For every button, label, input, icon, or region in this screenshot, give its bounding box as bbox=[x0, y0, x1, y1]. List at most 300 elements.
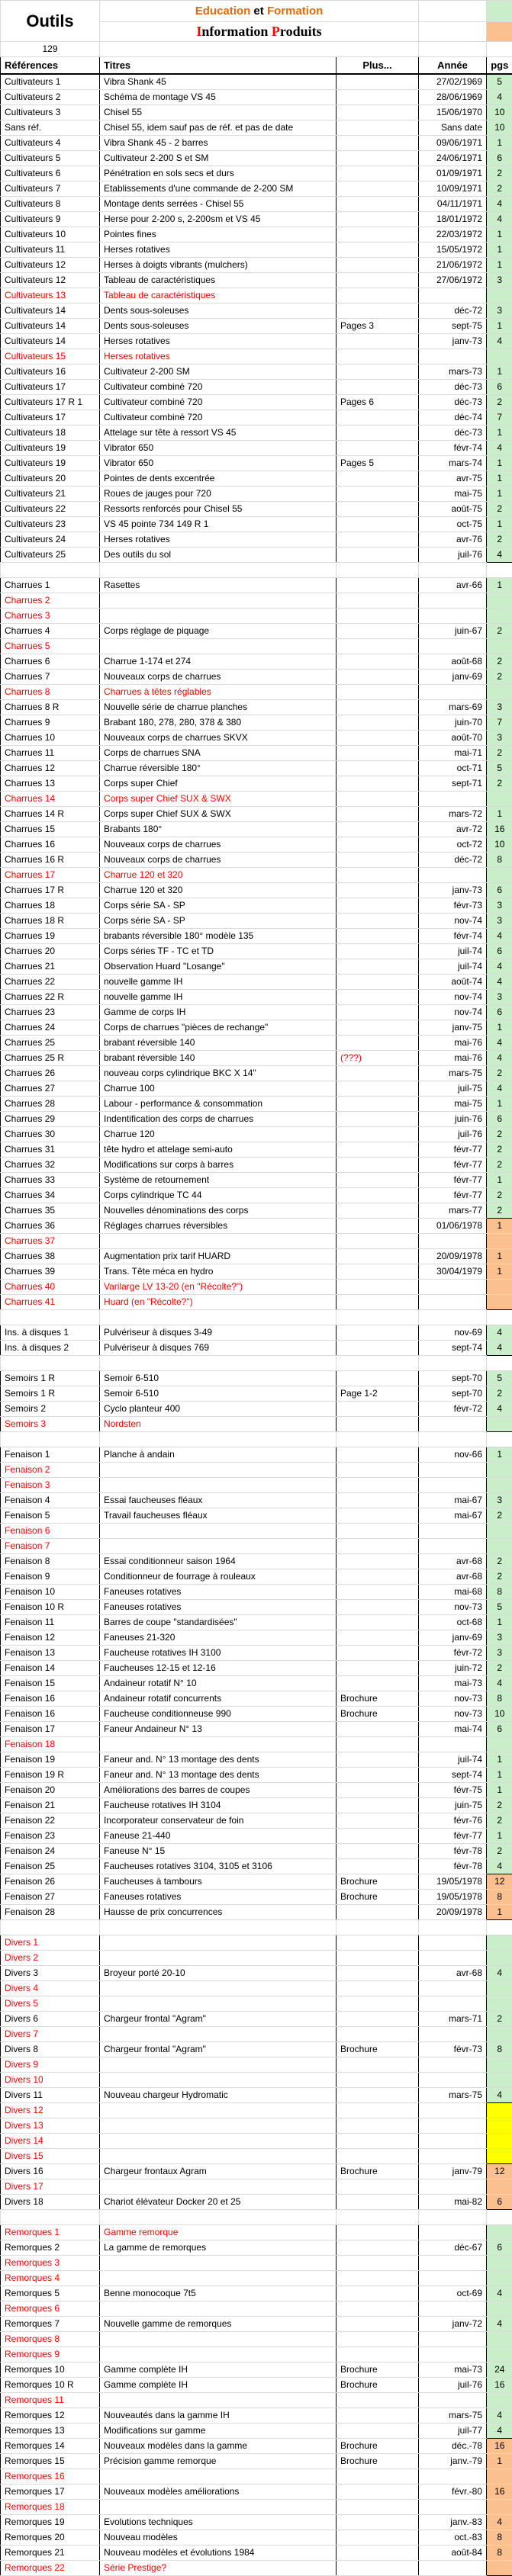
cell-reference[interactable]: Remorques 3 bbox=[1, 2255, 100, 2270]
cell-title[interactable]: Corps super Chief bbox=[100, 776, 337, 791]
cell-title[interactable] bbox=[100, 2468, 337, 2484]
cell-title[interactable]: Pulvériseur à disques 3-49 bbox=[100, 1325, 337, 1340]
cell-reference[interactable]: Divers 17 bbox=[1, 2179, 100, 2194]
cell-plus[interactable] bbox=[337, 2484, 419, 2499]
cell-year[interactable] bbox=[419, 1736, 487, 1752]
cell-year[interactable] bbox=[419, 2270, 487, 2285]
cell-plus[interactable] bbox=[337, 104, 419, 120]
cell-pages[interactable]: 6 bbox=[487, 150, 512, 165]
cell-pages[interactable]: 5 bbox=[487, 1370, 512, 1386]
cell-title[interactable] bbox=[100, 1538, 337, 1553]
cell-pages[interactable] bbox=[487, 684, 512, 699]
cell-year[interactable]: nov-73 bbox=[419, 1599, 487, 1614]
cell-plus[interactable] bbox=[337, 1645, 419, 1660]
cell-year[interactable]: janv-73 bbox=[419, 882, 487, 898]
cell-year[interactable]: nov-74 bbox=[419, 989, 487, 1004]
column-header-annee[interactable]: Année bbox=[419, 57, 487, 74]
cell-year[interactable]: janv-69 bbox=[419, 669, 487, 684]
cell-pages[interactable]: 4 bbox=[487, 2514, 512, 2529]
cell-year[interactable]: mai-73 bbox=[419, 1675, 487, 1691]
cell-year[interactable]: mars-75 bbox=[419, 1065, 487, 1081]
cell-year[interactable] bbox=[419, 1416, 487, 1431]
cell-title[interactable]: Barres de coupe "standardisées" bbox=[100, 1614, 337, 1630]
cell-title[interactable]: Cultivateur combiné 720 bbox=[100, 379, 337, 394]
column-header-references[interactable]: Références bbox=[1, 57, 100, 74]
cell-pages[interactable]: 16 bbox=[487, 2377, 512, 2392]
cell-reference[interactable]: Cultivateurs 14 bbox=[1, 333, 100, 348]
cell-plus[interactable] bbox=[337, 1233, 419, 1248]
cell-year[interactable]: 01/06/1978 bbox=[419, 1218, 487, 1233]
cell-reference[interactable]: Fenaison 17 bbox=[1, 1721, 100, 1736]
cell-title[interactable]: Cultivateur 2-200 SM bbox=[100, 364, 337, 379]
cell-plus[interactable] bbox=[337, 1904, 419, 1919]
cell-pages[interactable]: 2 bbox=[487, 623, 512, 638]
cell-pages[interactable]: 4 bbox=[487, 1050, 512, 1065]
cell-title[interactable]: brabant réversible 140 bbox=[100, 1050, 337, 1065]
empty-cell[interactable] bbox=[419, 1431, 487, 1447]
cell-title[interactable]: Corps de charrues SNA bbox=[100, 745, 337, 760]
cell-pages[interactable]: 4 bbox=[487, 2423, 512, 2438]
cell-reference[interactable]: Charrues 32 bbox=[1, 1157, 100, 1172]
cell-pages[interactable]: 4 bbox=[487, 928, 512, 943]
cell-pages[interactable]: 4 bbox=[487, 211, 512, 226]
cell-title[interactable]: Roues de jauges pour 720 bbox=[100, 486, 337, 501]
cell-pages[interactable]: 4 bbox=[487, 959, 512, 974]
empty-cell[interactable] bbox=[100, 562, 337, 577]
cell-plus[interactable] bbox=[337, 135, 419, 150]
cell-title[interactable]: nouveau corps cylindrique BKC X 14" bbox=[100, 1065, 337, 1081]
column-header-plus[interactable]: Plus... bbox=[337, 57, 419, 74]
cell-year[interactable]: févr-78 bbox=[419, 1858, 487, 1874]
cell-year[interactable]: janv.-83 bbox=[419, 2514, 487, 2529]
cell-reference[interactable]: Charrues 3 bbox=[1, 608, 100, 623]
cell-year[interactable]: févr-72 bbox=[419, 1401, 487, 1416]
cell-pages[interactable] bbox=[487, 1523, 512, 1538]
cell-reference[interactable]: Divers 9 bbox=[1, 2057, 100, 2072]
cell-reference[interactable]: Charrues 18 R bbox=[1, 913, 100, 928]
cell-plus[interactable] bbox=[337, 1767, 419, 1782]
cell-pages[interactable]: 6 bbox=[487, 1111, 512, 1126]
cell-year[interactable]: juil-76 bbox=[419, 1126, 487, 1142]
cell-pages[interactable]: 1 bbox=[487, 516, 512, 532]
cell-pages[interactable]: 4 bbox=[487, 2407, 512, 2423]
cell-year[interactable]: févr-72 bbox=[419, 1645, 487, 1660]
cell-year[interactable]: avr-76 bbox=[419, 532, 487, 547]
cell-reference[interactable]: Charrues 40 bbox=[1, 1279, 100, 1294]
cell-pages[interactable]: 4 bbox=[487, 333, 512, 348]
cell-pages[interactable] bbox=[487, 1462, 512, 1477]
cell-pages[interactable] bbox=[487, 1233, 512, 1248]
cell-plus[interactable] bbox=[337, 1020, 419, 1035]
cell-title[interactable] bbox=[100, 1462, 337, 1477]
cell-pages[interactable]: 1 bbox=[487, 1218, 512, 1233]
cell-year[interactable]: avr-72 bbox=[419, 821, 487, 837]
cell-title[interactable]: Faucheuse rotatives IH 3104 bbox=[100, 1797, 337, 1813]
cell-plus[interactable] bbox=[337, 1752, 419, 1767]
cell-reference[interactable]: Remorques 9 bbox=[1, 2346, 100, 2362]
cell-plus[interactable]: Brochure bbox=[337, 2377, 419, 2392]
cell-plus[interactable] bbox=[337, 1370, 419, 1386]
cell-year[interactable]: avr-68 bbox=[419, 1965, 487, 1980]
series-title-information-produits[interactable] bbox=[100, 22, 419, 42]
cell-plus[interactable] bbox=[337, 2026, 419, 2041]
cell-pages[interactable]: 6 bbox=[487, 1721, 512, 1736]
empty-cell[interactable] bbox=[337, 1309, 419, 1325]
cell-year[interactable] bbox=[419, 2118, 487, 2133]
cell-plus[interactable] bbox=[337, 2194, 419, 2209]
cell-year[interactable]: févr-78 bbox=[419, 1843, 487, 1858]
cell-pages[interactable] bbox=[487, 1477, 512, 1492]
cell-reference[interactable]: Remorques 4 bbox=[1, 2270, 100, 2285]
cell-plus[interactable] bbox=[337, 425, 419, 440]
cell-year[interactable]: oct-69 bbox=[419, 2285, 487, 2301]
cell-reference[interactable]: Remorques 1 bbox=[1, 2224, 100, 2240]
cell-year[interactable]: mars-73 bbox=[419, 364, 487, 379]
cell-year[interactable]: 20/09/1978 bbox=[419, 1904, 487, 1919]
cell-plus[interactable] bbox=[337, 2011, 419, 2026]
cell-plus[interactable]: Brochure bbox=[337, 2362, 419, 2377]
cell-plus[interactable]: Brochure bbox=[337, 2163, 419, 2179]
cell-pages[interactable]: 2 bbox=[487, 1386, 512, 1401]
document-count[interactable]: 129 bbox=[1, 42, 100, 57]
cell-plus[interactable] bbox=[337, 516, 419, 532]
cell-year[interactable]: déc-73 bbox=[419, 379, 487, 394]
cell-reference[interactable]: Charrues 23 bbox=[1, 1004, 100, 1020]
cell-title[interactable]: Corps super Chief SUX & SWX bbox=[100, 806, 337, 821]
cell-reference[interactable]: Remorques 12 bbox=[1, 2407, 100, 2423]
cell-title[interactable]: Modifications sur corps à barres bbox=[100, 1157, 337, 1172]
cell-year[interactable] bbox=[419, 1935, 487, 1950]
cell-year[interactable]: mars-75 bbox=[419, 2407, 487, 2423]
cell-year[interactable]: mai-75 bbox=[419, 486, 487, 501]
cell-title[interactable]: Broyeur porté 20-10 bbox=[100, 1965, 337, 1980]
cell-plus[interactable] bbox=[337, 2270, 419, 2285]
cell-title[interactable]: Herses rotatives bbox=[100, 532, 337, 547]
cell-reference[interactable]: Charrues 18 bbox=[1, 898, 100, 913]
cell-pages[interactable]: 2 bbox=[487, 1797, 512, 1813]
cell-plus[interactable] bbox=[337, 593, 419, 608]
cell-title[interactable]: Andaineur rotatif N° 10 bbox=[100, 1675, 337, 1691]
cell-pages[interactable]: 1 bbox=[487, 1447, 512, 1462]
cell-year[interactable]: oct-68 bbox=[419, 1614, 487, 1630]
cell-year[interactable]: 09/06/1971 bbox=[419, 135, 487, 150]
cell-year[interactable]: déc-72 bbox=[419, 303, 487, 318]
cell-title[interactable]: Chargeur frontal "Agram" bbox=[100, 2011, 337, 2026]
empty-cell[interactable] bbox=[337, 562, 419, 577]
empty-cell[interactable] bbox=[419, 1355, 487, 1370]
cell-plus[interactable] bbox=[337, 2087, 419, 2102]
empty-cell[interactable] bbox=[100, 1919, 337, 1935]
cell-title[interactable]: Ressorts renforcés pour Chisel 55 bbox=[100, 501, 337, 516]
cell-year[interactable]: mai-76 bbox=[419, 1035, 487, 1050]
cell-plus[interactable] bbox=[337, 2133, 419, 2148]
cell-title[interactable]: tête hydro et attelage semi-auto bbox=[100, 1142, 337, 1157]
cell-title[interactable]: Corps série SA - SP bbox=[100, 913, 337, 928]
cell-title[interactable] bbox=[100, 1996, 337, 2011]
cell-plus[interactable] bbox=[337, 364, 419, 379]
cell-reference[interactable]: Fenaison 8 bbox=[1, 1553, 100, 1569]
cell-reference[interactable]: Charrues 12 bbox=[1, 760, 100, 776]
cell-title[interactable]: Cultivateur combiné 720 bbox=[100, 410, 337, 425]
cell-year[interactable]: 10/09/1971 bbox=[419, 181, 487, 196]
cell-pages[interactable]: 4 bbox=[487, 1858, 512, 1874]
cell-reference[interactable]: Divers 15 bbox=[1, 2148, 100, 2163]
cell-plus[interactable] bbox=[337, 1142, 419, 1157]
cell-title[interactable]: Faneuse 21-440 bbox=[100, 1828, 337, 1843]
cell-title[interactable]: Semoir 6-510 bbox=[100, 1370, 337, 1386]
cell-year[interactable]: 22/03/1972 bbox=[419, 226, 487, 242]
cell-title[interactable] bbox=[100, 1980, 337, 1996]
cell-title[interactable]: Brabants 180° bbox=[100, 821, 337, 837]
cell-year[interactable]: juil-74 bbox=[419, 1752, 487, 1767]
cell-plus[interactable] bbox=[337, 272, 419, 287]
cell-year[interactable] bbox=[419, 608, 487, 623]
empty-cell[interactable] bbox=[1, 1355, 100, 1370]
cell-reference[interactable]: Cultivateurs 6 bbox=[1, 165, 100, 181]
cell-reference[interactable]: Divers 2 bbox=[1, 1950, 100, 1965]
cell-title[interactable]: Des outils du sol bbox=[100, 547, 337, 562]
empty-cell[interactable] bbox=[337, 1919, 419, 1935]
cell-plus[interactable] bbox=[337, 1965, 419, 1980]
empty-cell[interactable] bbox=[487, 562, 512, 577]
cell-year[interactable] bbox=[419, 1950, 487, 1965]
cell-plus[interactable] bbox=[337, 715, 419, 730]
cell-plus[interactable]: Brochure bbox=[337, 1889, 419, 1904]
cell-pages[interactable]: 3 bbox=[487, 730, 512, 745]
cell-pages[interactable] bbox=[487, 2118, 512, 2133]
cell-title[interactable]: Nouvelles dénominations des corps bbox=[100, 1203, 337, 1218]
cell-year[interactable] bbox=[419, 2057, 487, 2072]
cell-title[interactable]: Corps de charrues "pièces de rechange" bbox=[100, 1020, 337, 1035]
cell-reference[interactable]: Divers 18 bbox=[1, 2194, 100, 2209]
cell-plus[interactable] bbox=[337, 1416, 419, 1431]
category-title[interactable]: Outils bbox=[1, 1, 100, 42]
cell-year[interactable]: janv-75 bbox=[419, 1020, 487, 1035]
cell-reference[interactable]: Fenaison 26 bbox=[1, 1874, 100, 1889]
cell-year[interactable]: janv-72 bbox=[419, 2316, 487, 2331]
cell-reference[interactable]: Charrues 11 bbox=[1, 745, 100, 760]
cell-title[interactable]: Corps séries TF - TC et TD bbox=[100, 943, 337, 959]
cell-title[interactable]: Charrue 120 et 320 bbox=[100, 867, 337, 882]
cell-reference[interactable]: Remorques 13 bbox=[1, 2423, 100, 2438]
cell-year[interactable]: nov-74 bbox=[419, 913, 487, 928]
cell-year[interactable] bbox=[419, 1477, 487, 1492]
cell-reference[interactable]: Remorques 22 bbox=[1, 2560, 100, 2575]
cell-reference[interactable]: Cultivateurs 15 bbox=[1, 348, 100, 364]
cell-pages[interactable]: 4 bbox=[487, 1401, 512, 1416]
cell-pages[interactable] bbox=[487, 2224, 512, 2240]
cell-plus[interactable] bbox=[337, 2514, 419, 2529]
cell-year[interactable]: mai-76 bbox=[419, 1050, 487, 1065]
cell-plus[interactable] bbox=[337, 1843, 419, 1858]
cell-year[interactable] bbox=[419, 2331, 487, 2346]
cell-pages[interactable]: 1 bbox=[487, 135, 512, 150]
cell-year[interactable]: sept-75 bbox=[419, 318, 487, 333]
cell-year[interactable]: août-68 bbox=[419, 654, 487, 669]
cell-pages[interactable]: 4 bbox=[487, 89, 512, 104]
cell-plus[interactable] bbox=[337, 760, 419, 776]
cell-reference[interactable]: Divers 14 bbox=[1, 2133, 100, 2148]
cell-pages[interactable] bbox=[487, 348, 512, 364]
empty-cell[interactable] bbox=[419, 42, 487, 57]
cell-title[interactable]: Rasettes bbox=[100, 577, 337, 593]
cell-pages[interactable] bbox=[487, 2255, 512, 2270]
cell-plus[interactable] bbox=[337, 2346, 419, 2362]
cell-year[interactable]: 19/05/1978 bbox=[419, 1874, 487, 1889]
cell-plus[interactable] bbox=[337, 1096, 419, 1111]
cell-year[interactable] bbox=[419, 1996, 487, 2011]
cell-pages[interactable] bbox=[487, 1950, 512, 1965]
empty-cell[interactable] bbox=[487, 1919, 512, 1935]
cell-year[interactable]: déc-72 bbox=[419, 852, 487, 867]
empty-cell[interactable] bbox=[419, 1919, 487, 1935]
cell-year[interactable]: 01/09/1971 bbox=[419, 165, 487, 181]
cell-reference[interactable]: Fenaison 10 bbox=[1, 1584, 100, 1599]
cell-plus[interactable] bbox=[337, 2560, 419, 2575]
cell-year[interactable]: juil-74 bbox=[419, 943, 487, 959]
cell-plus[interactable] bbox=[337, 211, 419, 226]
cell-year[interactable] bbox=[419, 2026, 487, 2041]
cell-reference[interactable]: Cultivateurs 2 bbox=[1, 89, 100, 104]
cell-year[interactable] bbox=[419, 2392, 487, 2407]
cell-pages[interactable] bbox=[487, 2499, 512, 2514]
cell-plus[interactable] bbox=[337, 2118, 419, 2133]
cell-plus[interactable] bbox=[337, 989, 419, 1004]
cell-pages[interactable]: 4 bbox=[487, 1081, 512, 1096]
cell-pages[interactable]: 1 bbox=[487, 226, 512, 242]
cell-title[interactable]: Attelage sur tête à ressort VS 45 bbox=[100, 425, 337, 440]
legend-green-cell[interactable] bbox=[487, 1, 512, 22]
cell-title[interactable]: Corps cylindrique TC 44 bbox=[100, 1187, 337, 1203]
cell-title[interactable]: Améliorations des barres de coupes bbox=[100, 1782, 337, 1797]
empty-cell[interactable] bbox=[337, 2209, 419, 2224]
cell-reference[interactable]: Divers 8 bbox=[1, 2041, 100, 2057]
cell-year[interactable]: mars-77 bbox=[419, 1203, 487, 1218]
cell-plus[interactable]: Brochure bbox=[337, 1691, 419, 1706]
cell-reference[interactable]: Divers 5 bbox=[1, 1996, 100, 2011]
cell-reference[interactable]: Charrues 31 bbox=[1, 1142, 100, 1157]
cell-plus[interactable] bbox=[337, 1294, 419, 1309]
cell-reference[interactable]: Fenaison 6 bbox=[1, 1523, 100, 1538]
cell-year[interactable]: août-84 bbox=[419, 2545, 487, 2560]
cell-plus[interactable] bbox=[337, 1065, 419, 1081]
cell-pages[interactable]: 2 bbox=[487, 501, 512, 516]
cell-year[interactable] bbox=[419, 1538, 487, 1553]
empty-cell[interactable] bbox=[337, 1431, 419, 1447]
cell-year[interactable]: nov-69 bbox=[419, 1325, 487, 1340]
cell-plus[interactable] bbox=[337, 1553, 419, 1569]
cell-plus[interactable] bbox=[337, 1004, 419, 1020]
cell-pages[interactable] bbox=[487, 2392, 512, 2407]
cell-pages[interactable]: 1 bbox=[487, 318, 512, 333]
cell-title[interactable]: Nouveaux modèles dans la gamme bbox=[100, 2438, 337, 2453]
cell-title[interactable] bbox=[100, 2392, 337, 2407]
cell-plus[interactable] bbox=[337, 2423, 419, 2438]
cell-plus[interactable] bbox=[337, 1279, 419, 1294]
cell-plus[interactable] bbox=[337, 1523, 419, 1538]
cell-title[interactable]: Nouvelle gamme de remorques bbox=[100, 2316, 337, 2331]
cell-reference[interactable]: Charrues 36 bbox=[1, 1218, 100, 1233]
cell-title[interactable] bbox=[100, 1523, 337, 1538]
cell-reference[interactable]: Divers 13 bbox=[1, 2118, 100, 2133]
cell-title[interactable]: brabant réversible 140 bbox=[100, 1035, 337, 1050]
cell-pages[interactable]: 5 bbox=[487, 760, 512, 776]
cell-reference[interactable]: Fenaison 25 bbox=[1, 1858, 100, 1874]
cell-year[interactable]: 27/02/1969 bbox=[419, 74, 487, 90]
cell-reference[interactable]: Semoirs 1 R bbox=[1, 1370, 100, 1386]
cell-pages[interactable]: 2 bbox=[487, 532, 512, 547]
cell-year[interactable]: nov-74 bbox=[419, 1004, 487, 1020]
cell-plus[interactable] bbox=[337, 1264, 419, 1279]
cell-plus[interactable] bbox=[337, 1858, 419, 1874]
cell-pages[interactable]: 4 bbox=[487, 2285, 512, 2301]
cell-title[interactable]: Faneur and. N° 13 montage des dents bbox=[100, 1752, 337, 1767]
cell-reference[interactable]: Fenaison 12 bbox=[1, 1630, 100, 1645]
cell-reference[interactable]: Semoirs 1 R bbox=[1, 1386, 100, 1401]
cell-plus[interactable] bbox=[337, 486, 419, 501]
cell-title[interactable]: Semoir 6-510 bbox=[100, 1386, 337, 1401]
cell-reference[interactable]: Remorques 11 bbox=[1, 2392, 100, 2407]
cell-reference[interactable]: Cultivateurs 12 bbox=[1, 257, 100, 272]
cell-year[interactable]: 19/05/1978 bbox=[419, 1889, 487, 1904]
cell-plus[interactable] bbox=[337, 623, 419, 638]
cell-title[interactable]: Vibra Shank 45 bbox=[100, 74, 337, 90]
cell-year[interactable] bbox=[419, 1523, 487, 1538]
cell-pages[interactable]: 1 bbox=[487, 425, 512, 440]
cell-pages[interactable]: 1 bbox=[487, 1828, 512, 1843]
cell-pages[interactable] bbox=[487, 1736, 512, 1752]
cell-title[interactable] bbox=[100, 2499, 337, 2514]
cell-pages[interactable] bbox=[487, 1996, 512, 2011]
cell-year[interactable]: juin-70 bbox=[419, 715, 487, 730]
cell-pages[interactable]: 1 bbox=[487, 1264, 512, 1279]
cell-plus[interactable] bbox=[337, 791, 419, 806]
cell-pages[interactable]: 16 bbox=[487, 2484, 512, 2499]
cell-plus[interactable] bbox=[337, 1081, 419, 1096]
empty-cell[interactable] bbox=[419, 1, 487, 22]
cell-year[interactable]: août-70 bbox=[419, 730, 487, 745]
cell-reference[interactable]: Fenaison 5 bbox=[1, 1508, 100, 1523]
cell-plus[interactable] bbox=[337, 837, 419, 852]
cell-pages[interactable]: 3 bbox=[487, 272, 512, 287]
cell-pages[interactable]: 4 bbox=[487, 1675, 512, 1691]
cell-plus[interactable] bbox=[337, 2057, 419, 2072]
cell-plus[interactable] bbox=[337, 577, 419, 593]
cell-year[interactable]: févr.-80 bbox=[419, 2484, 487, 2499]
cell-pages[interactable] bbox=[487, 2179, 512, 2194]
cell-pages[interactable]: 2 bbox=[487, 669, 512, 684]
cell-pages[interactable]: 5 bbox=[487, 1599, 512, 1614]
cell-title[interactable]: Charrue 120 et 320 bbox=[100, 882, 337, 898]
cell-reference[interactable]: Cultivateurs 3 bbox=[1, 104, 100, 120]
cell-reference[interactable]: Cultivateurs 23 bbox=[1, 516, 100, 532]
cell-reference[interactable]: Cultivateurs 17 bbox=[1, 379, 100, 394]
cell-reference[interactable]: Charrues 24 bbox=[1, 1020, 100, 1035]
cell-reference[interactable]: Charrues 29 bbox=[1, 1111, 100, 1126]
cell-pages[interactable]: 8 bbox=[487, 2545, 512, 2560]
cell-year[interactable] bbox=[419, 2301, 487, 2316]
cell-plus[interactable] bbox=[337, 974, 419, 989]
cell-pages[interactable]: 1 bbox=[487, 1614, 512, 1630]
cell-reference[interactable]: Divers 1 bbox=[1, 1935, 100, 1950]
cell-pages[interactable]: 2 bbox=[487, 1203, 512, 1218]
cell-title[interactable]: Nouvelle série de charrue planches bbox=[100, 699, 337, 715]
cell-pages[interactable]: 1 bbox=[487, 1904, 512, 1919]
cell-year[interactable]: avr-68 bbox=[419, 1569, 487, 1584]
cell-pages[interactable] bbox=[487, 2072, 512, 2087]
cell-title[interactable]: Faneur and. N° 13 montage des dents bbox=[100, 1767, 337, 1782]
cell-pages[interactable]: 7 bbox=[487, 715, 512, 730]
